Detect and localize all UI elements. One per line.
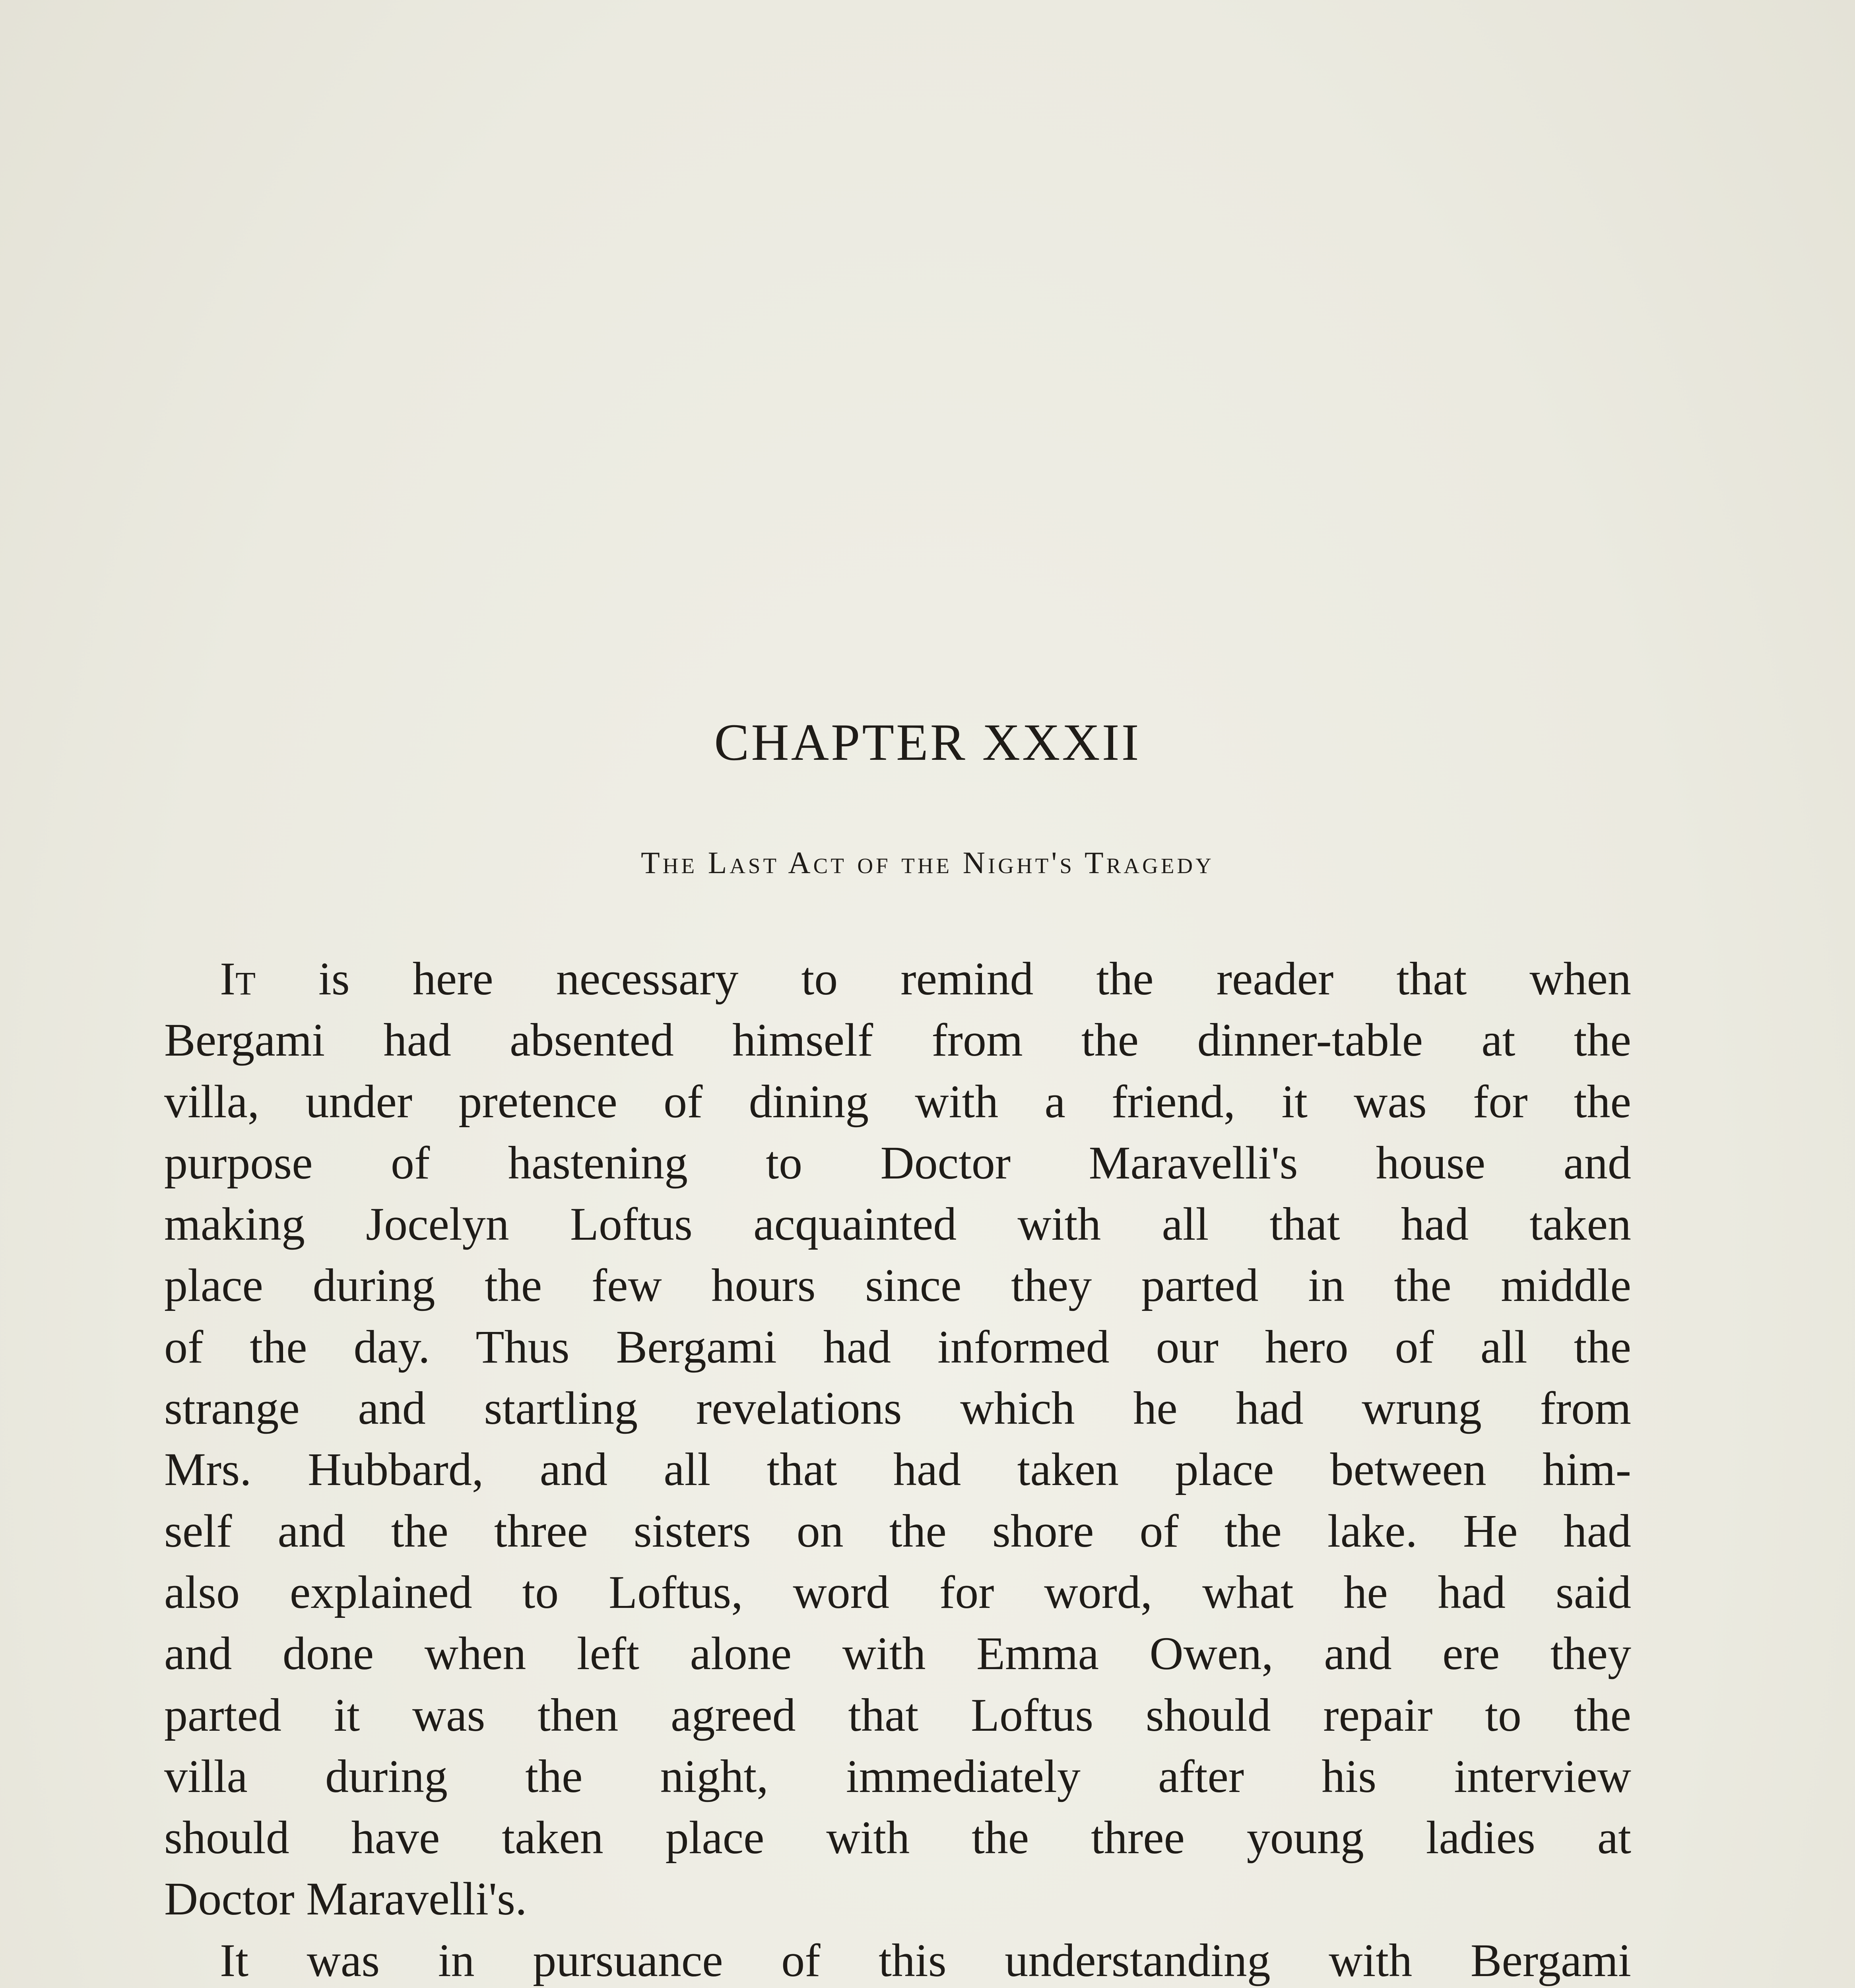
text-line: Doctor Maravelli's.	[164, 1873, 527, 1925]
text-line: and done when left alone with Emma Owen, and ere they	[164, 1627, 1631, 1680]
text-line: also explained to Loftus, word for word, what he had said	[164, 1566, 1631, 1618]
text-line: villa during the night, immediately after his interview	[164, 1750, 1631, 1802]
text-line: place during the few hours since they parted in the middle	[164, 1259, 1631, 1312]
text-line: parted it was then agreed that Loftus should repair to the	[164, 1689, 1631, 1741]
chapter-title: CHAPTER XXXII	[714, 713, 1141, 771]
text-line: It was in pursuance of this understanding with Bergami	[220, 1934, 1631, 1986]
text-line: strange and startling revelations which he had wrung from	[164, 1382, 1631, 1435]
paragraph	[164, 1930, 1631, 1988]
chapter-subtitle: The Last Act of the Night's Tragedy	[641, 845, 1214, 880]
text-line: It is here necessary to remind the reader that when	[220, 953, 1631, 1005]
paragraph	[164, 948, 1631, 1930]
text-line: of the day. Thus Bergami had informed our hero of all the	[164, 1320, 1631, 1373]
text-line: Mrs. Hubbard, and all that had taken place between him-	[164, 1443, 1631, 1496]
text-line: self and the three sisters on the shore of the lake. He had	[164, 1505, 1631, 1557]
text-line: Bergami had absented himself from the dinner-table at the	[164, 1014, 1631, 1066]
text-line: purpose of hastening to Doctor Maravelli's house and	[164, 1136, 1631, 1189]
body-text	[164, 948, 1631, 1988]
text-line: making Jocelyn Loftus acquainted with all that had taken	[164, 1198, 1631, 1250]
text-line: villa, under pretence of dining with a friend, it was for the	[164, 1075, 1631, 1128]
text-line: should have taken place with the three young ladies at	[164, 1811, 1631, 1864]
